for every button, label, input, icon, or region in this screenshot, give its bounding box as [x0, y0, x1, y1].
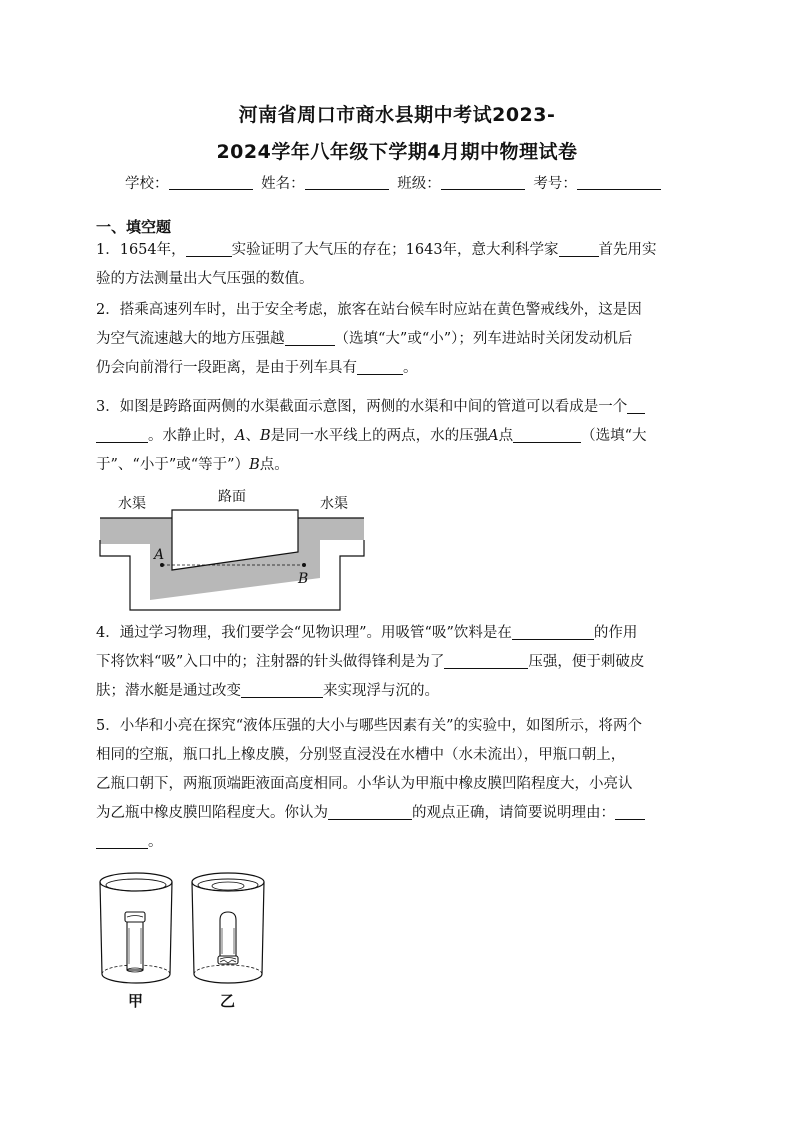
- q3-point-a-2: A: [488, 428, 499, 444]
- q3-text-a: 。水静止时，: [148, 428, 235, 444]
- class-blank[interactable]: [441, 175, 525, 190]
- name-blank[interactable]: [305, 175, 389, 190]
- q4-text-e: 肤；潜水艇是通过改变: [96, 683, 241, 699]
- q3-text-g: 点: [498, 428, 514, 444]
- title-line-1: 河南省周口市商水县期中考试2023-: [238, 104, 556, 126]
- school-label: 学校：: [125, 176, 169, 192]
- exam-no-blank[interactable]: [577, 175, 661, 190]
- q5-text-line3: 乙瓶口朝下，两瓶顶端距液面高度相同。小华认为甲瓶中橡皮膜凹陷程度大，小亮认: [96, 776, 633, 792]
- label-canal-left: 水渠: [118, 496, 146, 512]
- q2-text-c: 仍会向前滑行一段距离，是由于列车具有: [96, 360, 357, 376]
- section-heading-fill-in: 一、填空题: [96, 218, 172, 236]
- q3-text-c: 、: [245, 428, 260, 444]
- q5-text-a: 为乙瓶中橡皮膜凹陷程度大。你认为: [96, 805, 328, 821]
- q3-text-h: （选填“大: [581, 428, 647, 444]
- point-b-dot: [302, 563, 306, 567]
- q5-text-line2: 相同的空瓶，瓶口扎上橡皮膜，分别竖直浸没在水槽中（水未流出），甲瓶口朝上，: [96, 747, 626, 763]
- q3-text-e: 是同一水平线上的两点，水的压强: [270, 428, 489, 444]
- q5-blank-2b[interactable]: [96, 832, 148, 849]
- label-point-a: A: [154, 547, 165, 563]
- tank-yi: [192, 873, 264, 983]
- q4-text-b: 的作用: [593, 625, 638, 641]
- student-info-row: [125, 172, 665, 193]
- title-line-2: 2024学年八年级下学期4月期中物理试卷: [216, 141, 578, 163]
- question-4: [96, 619, 700, 706]
- label-yi: 乙: [220, 992, 236, 1010]
- q1-blank-1[interactable]: [186, 240, 232, 257]
- q5-blank-2a[interactable]: [615, 803, 645, 820]
- class-label: 班级：: [397, 176, 441, 192]
- label-road: 路面: [218, 489, 246, 505]
- q4-text-c: 下将饮料“吸”入口中的；注射器的针头做得锋利是为了: [96, 654, 445, 670]
- q4-blank-2[interactable]: [444, 652, 528, 669]
- question-2: [96, 296, 700, 383]
- q5-text-c: 。: [148, 834, 163, 850]
- q1-text-a: 1．1654年，: [96, 242, 186, 258]
- q4-text-d: 压强，便于刺破皮: [528, 654, 645, 670]
- name-label: 姓名：: [261, 176, 305, 192]
- q2-blank-1[interactable]: [285, 329, 335, 346]
- bottle-yi: [220, 912, 236, 958]
- q4-text-f: 来实现浮与沉的。: [323, 683, 439, 699]
- tank-jia: [100, 873, 172, 983]
- q1-text-b: 实验证明了大气压的存在；1643年，意大利科学家: [231, 242, 559, 258]
- q1-text-c: 首先用实: [598, 242, 657, 258]
- question-3: [96, 393, 700, 480]
- q3-blank-2[interactable]: [513, 426, 581, 443]
- canal-cross-section-figure: [96, 486, 366, 612]
- question-1: [96, 236, 700, 294]
- q2-text-a: 为空气流速越大的地方压强越: [96, 331, 285, 347]
- label-jia: 甲: [128, 992, 144, 1010]
- q2-text-b: （选填“大”或“小”）；列车进站时关闭发动机后: [334, 331, 633, 347]
- point-a-dot: [160, 563, 164, 567]
- q1-text-line2: 验的方法测量出大气压强的数值。: [96, 271, 314, 287]
- question-5: [96, 712, 700, 857]
- q2-text-d: 。: [403, 360, 418, 376]
- label-canal-right: 水渠: [320, 496, 348, 512]
- q4-text-a: 4．通过学习物理，我们要学会“见物识理”。用吸管“吸”饮料是在: [96, 625, 512, 641]
- q3-text-i: 于”、“小于”或“等于”）: [96, 457, 250, 473]
- q5-blank-1[interactable]: [328, 803, 412, 820]
- q3-text-j: 点。: [259, 457, 289, 473]
- q3-blank-1b[interactable]: [96, 426, 148, 443]
- label-point-b: B: [298, 571, 309, 587]
- q3-point-b: B: [259, 428, 271, 444]
- bottle-jia: [127, 918, 143, 970]
- q3-text-line1: 3．如图是跨路面两侧的水渠截面示意图，两侧的水渠和中间的管道可以看成是一个: [96, 399, 628, 415]
- school-blank[interactable]: [169, 175, 253, 190]
- q2-text-line1: 2．搭乘高速列车时，出于安全考虑，旅客在站台候车时应站在黄色警戒线外，这是因: [96, 302, 642, 318]
- q5-text-line1: 5．小华和小亮在探究“液体压强的大小与哪些因素有关”的实验中，如图所示，将两个: [96, 718, 643, 734]
- q5-text-b: 的观点正确，请简要说明理由：: [412, 805, 615, 821]
- q3-point-a: A: [235, 428, 246, 444]
- q4-blank-3[interactable]: [241, 681, 323, 698]
- q3-point-b-2: B: [249, 457, 260, 473]
- q2-blank-2[interactable]: [357, 358, 403, 375]
- q3-blank-1a[interactable]: [627, 397, 645, 414]
- exam-no-label: 考号：: [533, 176, 577, 192]
- q1-blank-2[interactable]: [559, 240, 599, 257]
- q4-blank-1[interactable]: [512, 623, 594, 640]
- water-tank-bottles-figure: [96, 868, 286, 1018]
